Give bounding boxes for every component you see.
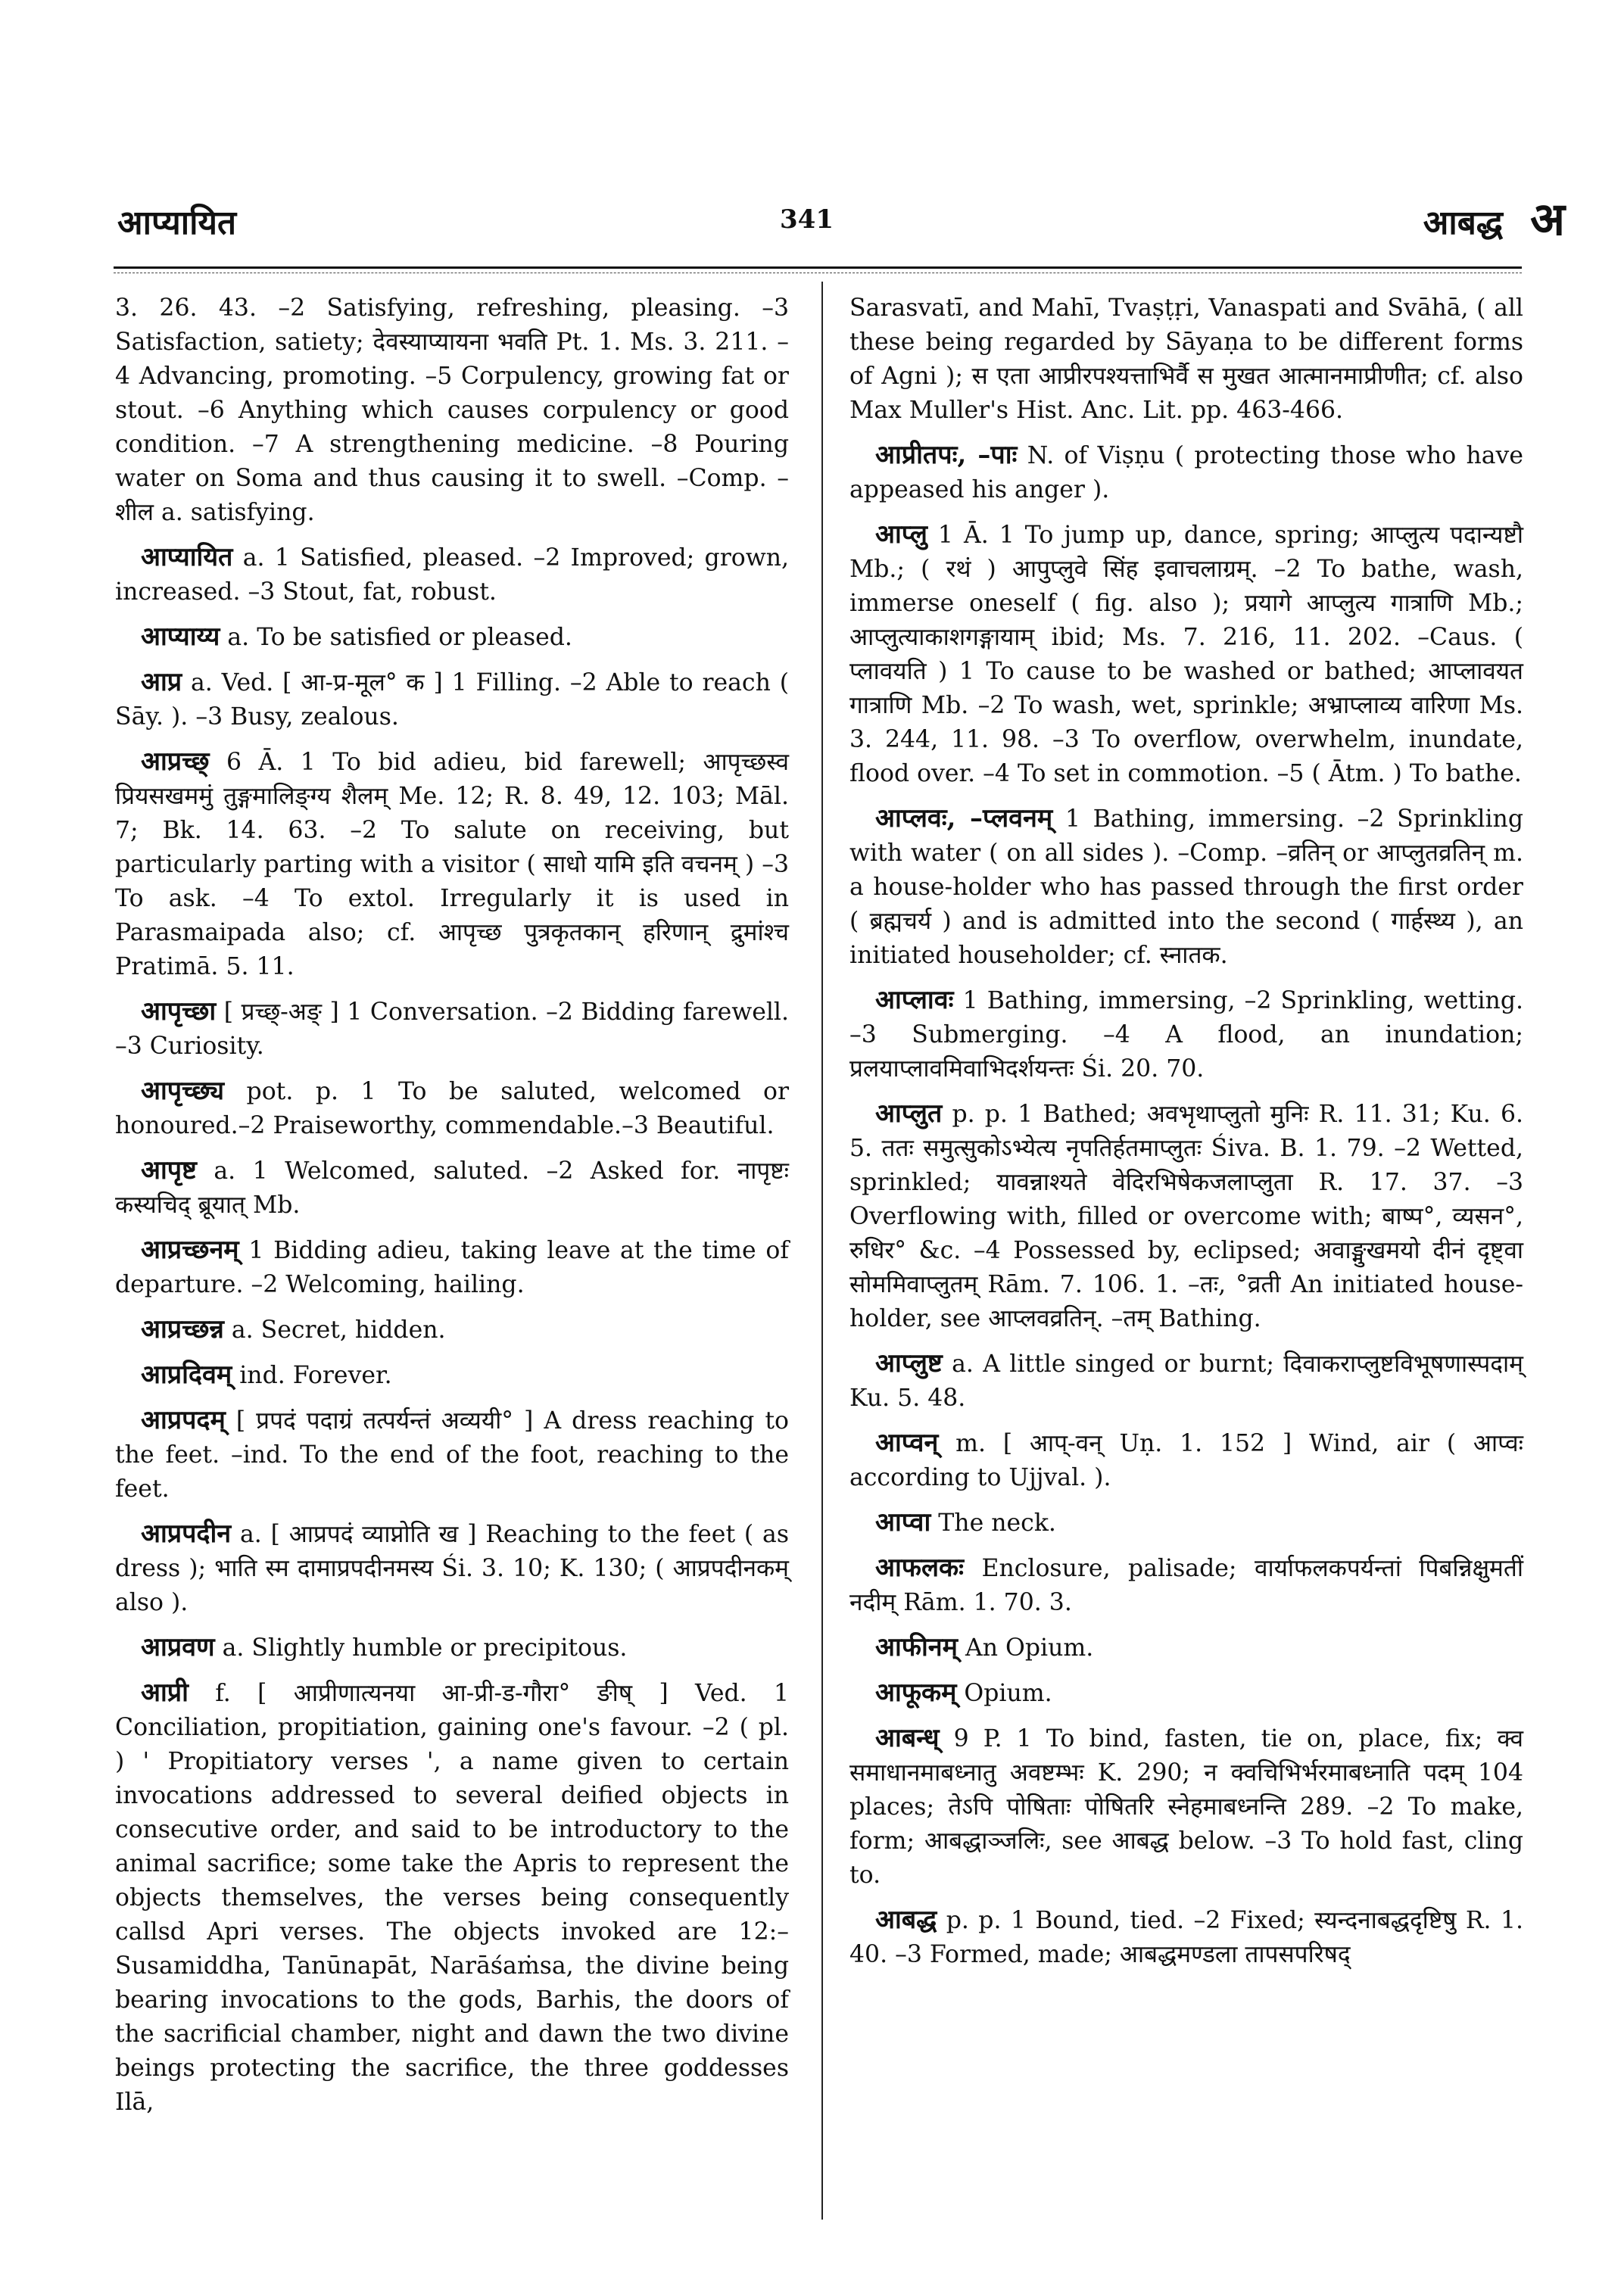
entry-headword: आप्लवः, –प्लवनम् [875, 803, 1053, 833]
dictionary-entry [115, 1233, 789, 1302]
dictionary-entry [849, 1903, 1523, 1972]
dictionary-entry [849, 802, 1523, 973]
entry-headword: आपृच्छ्य [141, 1076, 225, 1106]
entry-headword: आप्री [141, 1678, 189, 1708]
entry-headword: आफलकः [875, 1553, 964, 1583]
entry-definition: 1 Bidding adieu, taking leave at the time of departure. –2 Welcoming, hailing. [115, 1237, 790, 1298]
dictionary-entry [115, 1676, 789, 2120]
entry-headword: आपृष्ट [141, 1155, 197, 1185]
entry-headword: आप्र [141, 667, 182, 697]
entry-headword: आप्रच्छ् [141, 746, 210, 777]
entry-headword: आप्रच्छनम् [141, 1235, 239, 1265]
dictionary-entry [849, 1631, 1523, 1665]
entry-headword: आफीनम् [875, 1632, 958, 1662]
entry-definition: m. [ आप्-वन् Uṇ. 1. 152 ] Wind, air ( आप्वः according to Ujjval. ). [849, 1430, 1524, 1491]
entry-headword: आप्याय्य [141, 622, 220, 652]
entry-definition: 1 Ā. 1 To jump up, dance, spring; आप्लुत्य पदान्यष्टौ Mb.; ( रथं ) आपुप्लुवे सिंह इवाचलाग्रम्. –2 To bathe, wash, immerse oneself ( fig. also ); प्रयागे आप्लुत्य गात्राणि Mb.; आप्लुत्याकाशगङ्गायाम् ibid; Ms. 7. 216, 11. 202. –Caus. ( प्लावयति ) 1 To cause to be washed or bathed; आप्लावयत गात्राणि Mb. –2 To wash, wet, sprinkle; अभ्राप्लाव्य वारिणा Ms. 3. 244, 11. 98. –3 To overflow, overwhelm, inundate, flood over. –4 To set in commotion. –5 ( Ātm. ) To bathe. [849, 522, 1524, 787]
entry-definition: p. p. 1 Bathed; अवभृथाप्लुतो मुनिः R. 11. 31; Ku. 6. 5. ततः समुत्सुकोऽभ्येत्य नृपतिर्हतमाप्लुतः Śiva. B. 1. 79. –2 Wetted, sprinkled; यावन्नाश्यते वेदिरभिषेकजलाप्लुता R. 17. 37. –3 Overflowing with, filled or overcome with; बाष्प°, व्यसन°, रुधिर° &c. –4 Possessed by, eclipsed; अवाङ्मुखमयो दीनं दृष्ट्वा सोममिवाप्लुतम् Rām. 7. 106. 1. –तः, °व्रती An initiated house-holder, see आप्लवव्रतिन्. –तम् Bathing. [849, 1101, 1523, 1332]
dictionary-entry [849, 291, 1523, 428]
entry-definition: 1 Bathing, immersing. –2 Sprinkling with water ( on all sides ). –Comp. –व्रतिन् or आप्लुतव्रतिन् m. a house-holder who has passed through the first order ( ब्रह्मचर्य ) and is admitted into the second ( गार्हस्थ्य ), an initiated householder; cf. स्नातक. [849, 805, 1523, 969]
entry-headword: आप्रच्छन्न [141, 1314, 224, 1344]
entry-definition: [ प्रच्छ्-अङ् ] 1 Conversation. –2 Bidding farewell. –3 Curiosity. [115, 999, 789, 1060]
entry-definition: Enclosure, palisade; वार्याफलकपर्यन्तां पिबन्निक्षुमतीं नदीम् Rām. 1. 70. 3. [849, 1555, 1523, 1616]
entry-definition: f. [ आप्रीणात्यनया आ-प्री-ड-गौरा° ङीष् ] Ved. 1 Conciliation, propitiation, gaining one's favour. –2 ( pl. ) ' Propitiatory verses ', a name given to certain invocations addressed to several deified objects in consecutive order, and said to be introductory to the animal sacrifice; some take the Apris to represent the objects themselves, the verses being consequently callsd Apri verses. The objects invoked are 12:– Susamiddha, Tanūnapāt, Narāśaṁsa, the divine being bearing invocations to the gods, Barhis, the doors of the sacrificial chamber, night and dawn the two divine beings protecting the sacrifice, the three goddesses Ilā, [115, 1680, 790, 2116]
entry-headword: आप्वा [875, 1507, 931, 1537]
entry-headword: आप्रदिवम् [141, 1360, 232, 1390]
entry-definition: 3. 26. 43. –2 Satisfying, refreshing, pleasing. –3 Satisfaction, satiety; देवस्याप्यायना भवति Pt. 1. Ms. 3. 211. –4 Advancing, promoting. –5 Corpulency, growing fat or stout. –6 Anything which causes corpulency or good condition. –7 A strengthening medicine. –8 Pouring water on Soma and thus causing it to swell. –Comp. –शील a. satisfying. [115, 294, 789, 526]
entry-definition: a. [ आप्रपदं व्याप्नोति ख ] Reaching to the feet ( as dress ); भाति स्म दामाप्रपदीनमस्य Śi. 3. 10; K. 130; ( आप्रपदीनकम् also ). [115, 1521, 789, 1616]
dictionary-entry [849, 1721, 1523, 1893]
entry-definition: a. 1 Welcomed, saluted. –2 Asked for. नापृष्टः कस्यचिद् ब्रूयात् Mb. [115, 1157, 790, 1219]
header-rule [114, 266, 1522, 269]
entry-definition: Sarasvatī, and Mahī, Tvaṣṭṛi, Vanaspati and Svāhā, ( all these being regarded by Sāyaṇa to be different forms of Agni ); स एता आप्रीरपश्यत्ताभिर्वै स मुखत आत्मानमाप्रीणीत; cf. also Max Muller's Hist. Anc. Lit. pp. 463-466. [849, 294, 1523, 424]
dictionary-entry [115, 1313, 789, 1347]
entry-headword: आप्लुष्ट [875, 1348, 943, 1379]
entry-definition: 6 Ā. 1 To bid adieu, bid farewell; आपृच्छस्व प्रियसखममुं तुङ्गमालिङ्ग्य शैलम् Me. 12; R. 8. 49, 12. 103; Māl. 7; Bk. 14. 63. –2 To salute on receiving, but particularly parting with a visitor ( साधो यामि इति वचनम् ) –3 To ask. –4 To extol. Irregularly it is used in Parasmaipada also; cf. आपृच्छ पुत्रकृतकान् हरिणान् द्रुमांश्च Pratimā. 5. 11. [115, 749, 790, 980]
dictionary-entry [115, 745, 789, 984]
entry-headword: आप्यायित [141, 542, 233, 572]
entry-headword: आपृच्छा [141, 996, 217, 1027]
dictionary-entry [849, 1426, 1523, 1495]
entry-headword: आप्रपदीन [141, 1519, 232, 1549]
entry-definition: 1 Bathing, immersing, –2 Sprinkling, wetting. –3 Submerging. –4 A flood, an inundation; प्रलयाप्लावमिवाभिदर्शयन्तः Śi. 20. 70. [849, 987, 1523, 1083]
entry-headword: आप्रपदम् [141, 1405, 226, 1435]
entry-headword: आप्लुत [875, 1098, 943, 1129]
entry-definition: a. A little singed or burnt; दिवाकराप्लुष्टविभूषणास्पदाम् Ku. 5. 48. [849, 1351, 1523, 1412]
entry-definition: a. Ved. [ आ-प्र-मूल° क ] 1 Filling. –2 Able to reach ( Sāy. ). –3 Busy, zealous. [115, 669, 789, 731]
dictionary-entry [115, 1517, 789, 1620]
dictionary-entry [849, 1347, 1523, 1416]
dictionary-entry [849, 1551, 1523, 1620]
entry-definition: N. of Viṣṇu ( protecting those who have appeased his anger ). [849, 442, 1523, 503]
entry-headword: आप्लु [875, 519, 927, 550]
entry-definition: p. p. 1 Bound, tied. –2 Fixed; स्यन्दनाबद्धदृष्टिषु R. 1. 40. –3 Formed, made; आबद्धमण्डला तापसपरिषद् [849, 1907, 1523, 1968]
dictionary-entry [115, 541, 789, 609]
dictionary-entry [849, 1097, 1523, 1336]
dictionary-entry [115, 291, 789, 530]
left-column [115, 291, 789, 2130]
dictionary-entry [115, 620, 789, 655]
entry-definition: The neck. [938, 1509, 1056, 1537]
entry-headword: आबन्ध् [875, 1723, 940, 1753]
dictionary-entry [849, 518, 1523, 791]
entry-headword: आप्वन् [875, 1428, 939, 1458]
dictionary-entry [115, 995, 789, 1064]
right-column [849, 291, 1523, 1983]
entry-headword: आफूकम् [875, 1678, 957, 1708]
entry-definition: a. To be satisfied or pleased. [227, 624, 572, 651]
entry-definition: pot. p. 1 To be saluted, welcomed or honoured.–2 Praiseworthy, commendable.–3 Beautiful. [115, 1078, 789, 1139]
dictionary-entry [115, 665, 789, 734]
dictionary-entry [849, 438, 1523, 507]
entry-definition: a. Slightly humble or precipitous. [222, 1634, 628, 1662]
entry-headword: आप्रवण [141, 1632, 215, 1662]
page-header [114, 193, 1565, 256]
entry-definition: Opium. [964, 1680, 1052, 1707]
page-number: 341 [780, 204, 834, 235]
entry-definition: a. Secret, hidden. [231, 1316, 446, 1344]
entry-definition: a. 1 Satisfied, pleased. –2 Improved; grown, increased. –3 Stout, fat, robust. [115, 544, 789, 606]
column-divider [821, 282, 823, 2220]
entry-definition: An Opium. [965, 1634, 1094, 1662]
entry-headword: आप्रीतपः, –पाः [875, 440, 1018, 470]
left-guide-word: आप्यायित [117, 204, 237, 242]
dictionary-entry [849, 983, 1523, 1086]
right-guide-word: आबद्ध [1423, 204, 1503, 242]
dictionary-entry [115, 1154, 789, 1223]
dictionary-entry [115, 1074, 789, 1143]
dictionary-entry [115, 1631, 789, 1665]
entry-definition: [ प्रपदं पदाग्रं तत्पर्यन्तं अव्ययी° ] A dress reaching to the feet. –ind. To the end of the foot, reaching to the feet. [115, 1407, 789, 1503]
entry-headword: आप्लावः [875, 985, 954, 1015]
entry-definition: 9 P. 1 To bind, fasten, tie on, place, fix; क्व समाधानमाबध्नातु अवष्टम्भः K. 290; न क्वचिभिर्भरमाबध्नाति पदम् 104 places; तेऽपि पोषिताः पोषितरि स्नेहमाबध्नन्ति 289. –2 To make, form; आबद्धाञ्जलिः, see आबद्ध below. –3 To hold fast, cling to. [849, 1725, 1524, 1889]
entry-definition: ind. Forever. [239, 1362, 392, 1389]
dictionary-entry [115, 1358, 789, 1393]
section-letter-mark: अ [1530, 193, 1565, 246]
dictionary-entry [849, 1676, 1523, 1711]
dictionary-entry [849, 1506, 1523, 1541]
entry-headword: आबद्ध [875, 1905, 937, 1935]
dictionary-entry [115, 1404, 789, 1506]
